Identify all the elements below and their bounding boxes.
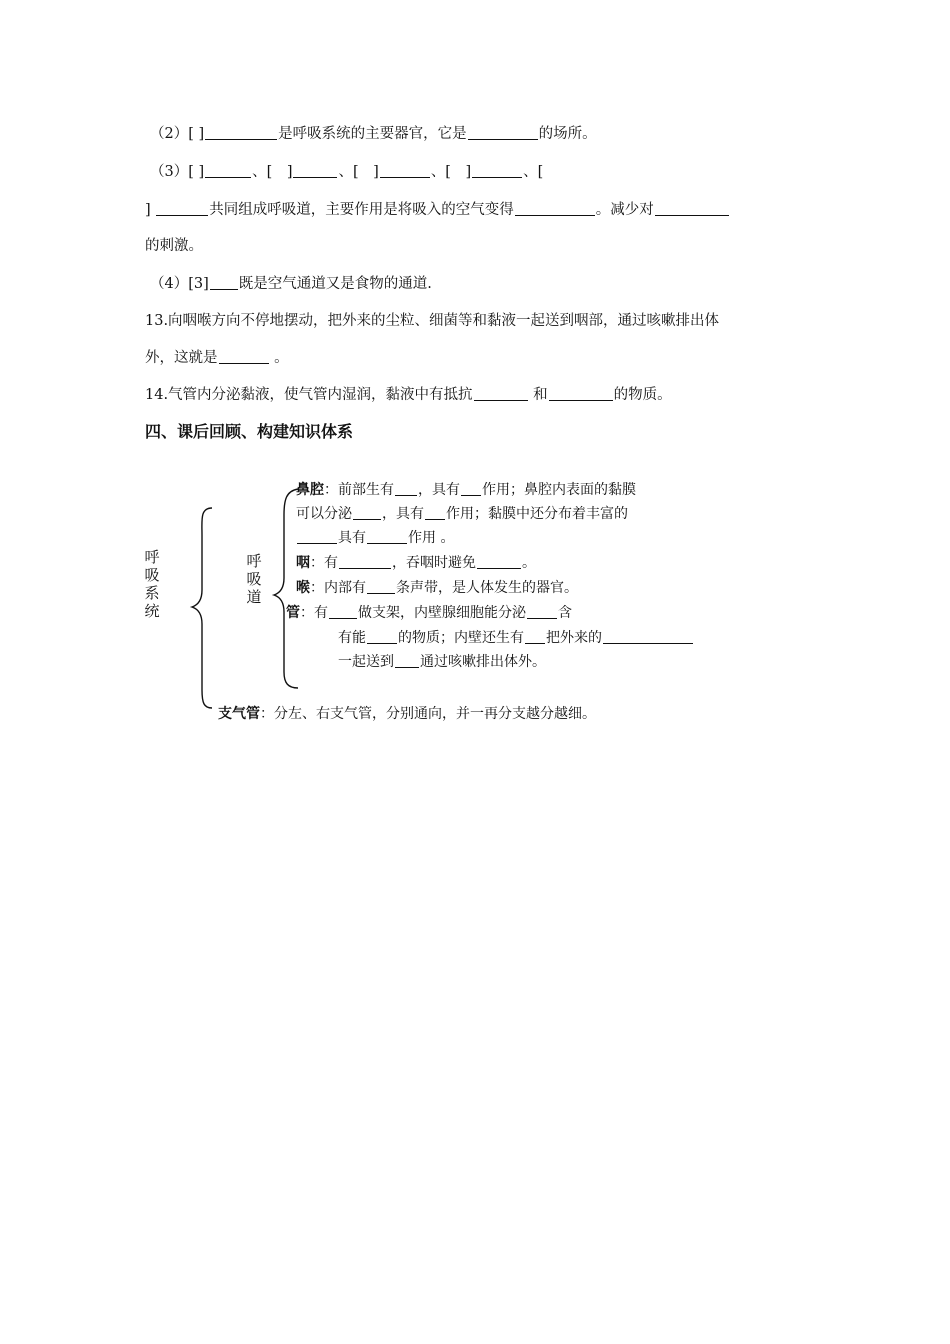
nose-line3: 具有 作用 。 bbox=[296, 528, 454, 548]
blank bbox=[353, 505, 381, 520]
blank bbox=[461, 481, 481, 496]
bronchi-line: 支气管：分左、右支气管，分别通向，并一再分支越分越细。 bbox=[218, 706, 596, 722]
larynx-line: 喉：内部有 条声带，是人体发生的器官。 bbox=[296, 580, 578, 596]
blank bbox=[339, 554, 391, 569]
blank bbox=[367, 529, 407, 544]
blank bbox=[395, 653, 419, 668]
question-12-3-line2: ] 共同组成呼吸道，主要作用是将吸入的空气变得 。减少对 bbox=[145, 200, 730, 220]
tract-label: 呼吸道 bbox=[246, 552, 262, 606]
question-12-3-line1: （3）[ ] 、[ ] 、[ ] 、[ ] 、[ bbox=[150, 164, 544, 180]
blank bbox=[395, 481, 417, 496]
section-heading: 四、课后回顾、构建知识体系 bbox=[145, 422, 354, 441]
nose-line2: 可以分泌 ，具有 作用；黏膜中还分布着丰富的 bbox=[296, 506, 628, 522]
trachea-line2: 有能 的物质；内壁还生有 把外来的 bbox=[338, 628, 694, 648]
inner-brace bbox=[274, 489, 298, 688]
system-label: 呼吸系统 bbox=[144, 548, 160, 620]
blank bbox=[425, 505, 445, 520]
question-12-4: （4）[3] 既是空气通道又是食物的通道. bbox=[150, 276, 432, 292]
pharynx-line: 咽：有 ，吞咽时避免 。 bbox=[296, 555, 536, 571]
blank bbox=[477, 554, 521, 569]
blank bbox=[329, 604, 357, 619]
nose-line1: 鼻腔：前部生有 ，具有 作用；鼻腔内表面的黏膜 bbox=[296, 482, 636, 498]
trachea-line1: 管：有 做支架，内壁腺细胞能分泌 含 bbox=[286, 605, 572, 621]
question-13-line1: 13.向咽喉方向不停地摆动，把外来的尘粒、细菌等和黏液一起送到咽部，通过咳嗽排出体 bbox=[145, 313, 720, 329]
trachea-line3: 一起送到 通过咳嗽排出体外。 bbox=[338, 654, 546, 670]
question-14: 14.气管内分泌黏液，使气管内湿润，黏液中有抵抗 和 的物质。 bbox=[145, 387, 672, 403]
question-13-line2: 外，这就是 。 bbox=[145, 350, 289, 366]
outer-brace bbox=[192, 508, 212, 708]
blank bbox=[527, 604, 557, 619]
blank bbox=[603, 629, 693, 644]
question-12-2: （2）[ ] 是呼吸系统的主要器官，它是 的场所。 bbox=[150, 126, 597, 142]
blank bbox=[297, 529, 337, 544]
blank bbox=[367, 579, 395, 594]
blank bbox=[367, 629, 397, 644]
question-12-3-line3: 的刺激。 bbox=[145, 238, 203, 254]
blank bbox=[525, 629, 545, 644]
